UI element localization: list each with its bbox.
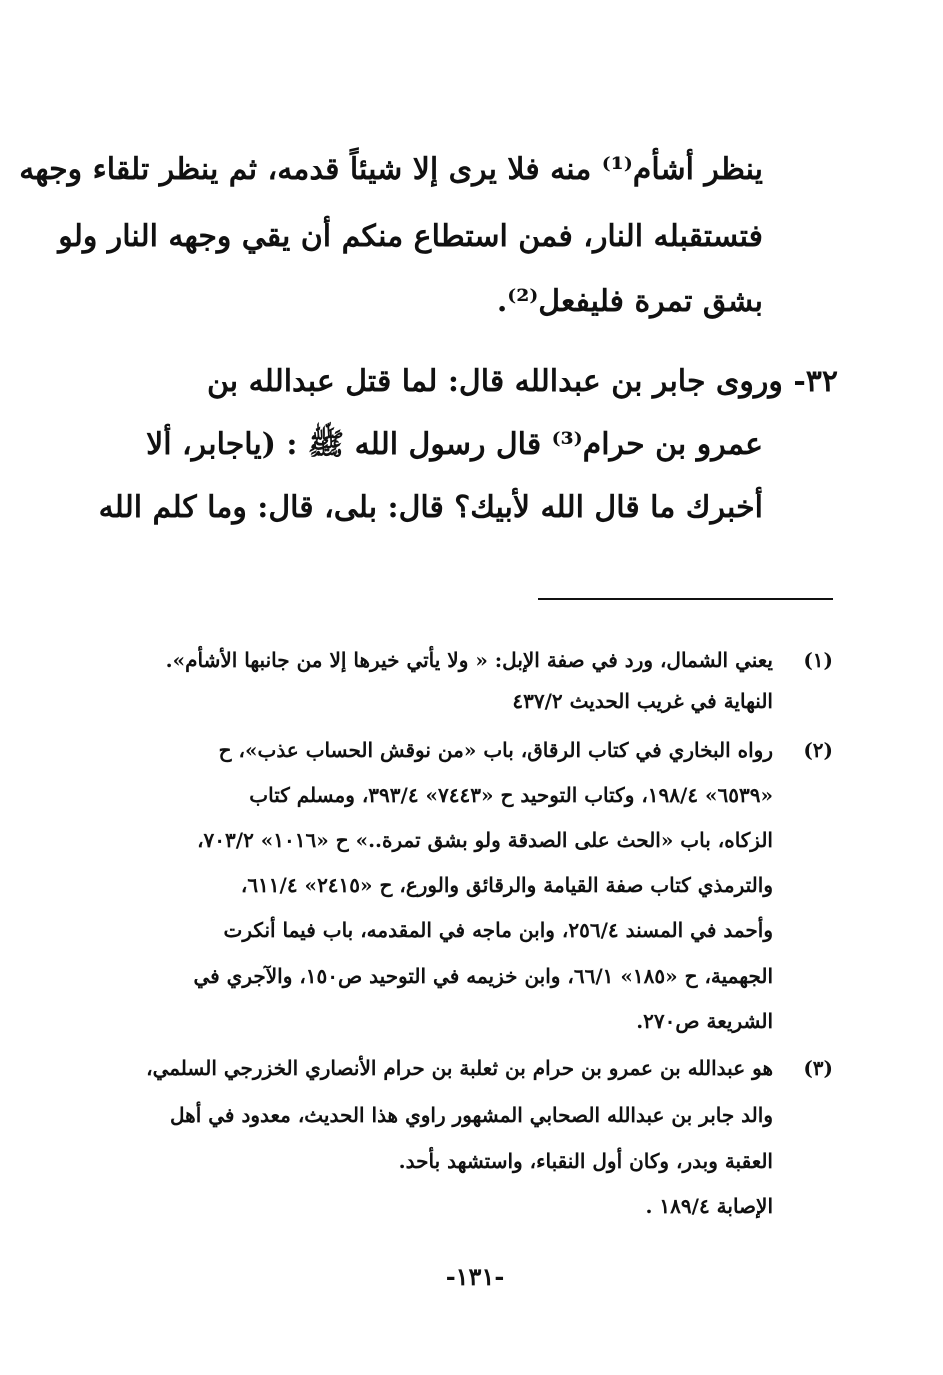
footnote-number: (٣) <box>803 1056 833 1080</box>
footnote-line: «٦٥٣٩» ١٩٨/٤، وكتاب التوحيد ح «٧٤٤٣» ٣٩٣/٤، ومسلم كتاب <box>249 783 773 807</box>
main-text-line: فتستقبله النار، فمن استطاع منكم أن يقي وجهه النار ولو <box>58 219 763 254</box>
main-text-line: ٣٢- وروى جابر بن عبدالله قال: لما قتل عبدالله بن <box>206 364 838 399</box>
footnote-line: يعني الشمال، ورد في صفة الإبل: « ولا يأتي خيرها إلا من جانبها الأشأم». <box>165 648 773 672</box>
footnote-line: النهاية في غريب الحديث ٤٣٧/٢ <box>512 689 773 713</box>
footnote-line: والترمذي كتاب صفة القيامة والرقائق والورع، ح «٢٤١٥» ٦١١/٤، <box>240 873 773 897</box>
footnote-line: الزكاه، باب «الحث على الصدقة ولو بشق تمرة..» ح «١٠١٦» ٧٠٣/٢، <box>197 828 773 852</box>
footnote-separator <box>538 598 833 600</box>
footnote-line: الإصابة ١٨٩/٤ . <box>645 1194 773 1218</box>
footnote-line: الجهمية، ح «١٨٥» ٦٦/١، وابن خزيمه في التوحيد ص١٥٠، والآجري في <box>193 964 773 988</box>
footnote-number: (٢) <box>803 738 833 762</box>
page-number: -١٣١- <box>445 1262 505 1291</box>
footnote-line: وأحمد في المسند ٢٥٦/٤، وابن ماجه في المقدمه، باب فيما أنكرت <box>223 918 773 942</box>
footnote-line: رواه البخاري في كتاب الرقاق، باب «من نوقش الحساب عذب»، ح <box>218 738 773 762</box>
footnote-line: هو عبدالله بن عمرو بن حرام بن ثعلبة بن حرام الأنصاري الخزرجي السلمي، <box>146 1056 773 1080</box>
footnote-line: العقبة وبدر، وكان أول النقباء، واستشهد بأحد. <box>398 1149 773 1173</box>
footnote-number: (١) <box>803 648 833 672</box>
footnote-line: والد جابر بن عبدالله الصحابي المشهور راوي هذا الحديث، معدود في أهل <box>170 1103 773 1127</box>
footnote-line: الشريعة ص٢٧٠. <box>636 1009 773 1033</box>
main-text-line: عمرو بن حرام⁽³⁾ قال رسول الله ﷺ : (ياجابر، ألا <box>146 427 763 462</box>
main-text-line: أخبرك ما قال الله لأبيك؟ قال: بلى، قال: وما كلم الله <box>98 490 763 525</box>
main-text-line: ينظر أشأم⁽¹⁾ منه فلا يرى إلا شيئاً قدمه، ثم ينظر تلقاء وجهه <box>19 152 763 187</box>
main-text-line: بشق تمرة فليفعل⁽²⁾. <box>496 284 763 319</box>
